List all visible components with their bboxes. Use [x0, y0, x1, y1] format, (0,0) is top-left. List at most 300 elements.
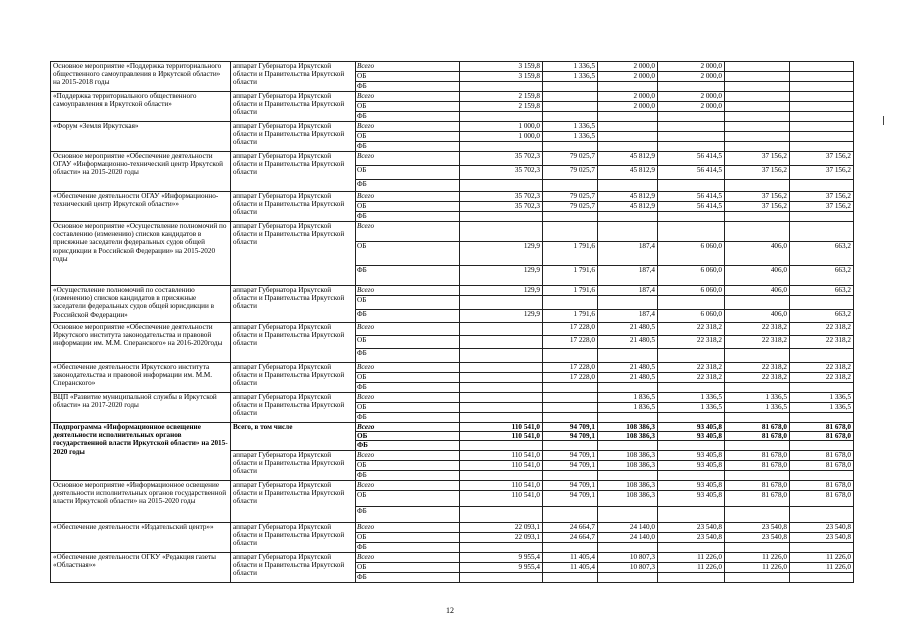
amount-cell: 6 060,0 — [658, 286, 725, 296]
amount-cell: 37 156,2 — [725, 166, 790, 180]
amount-cell: 81 678,0 — [725, 480, 790, 490]
activity-name: Основное мероприятие «Информационное освещение деятельности исполнительных органов государственной власти Иркутской области» на 2015-2020 годы — [51, 480, 231, 522]
amount-cell — [790, 542, 854, 552]
amount-cell: 108 386,3 — [598, 490, 658, 506]
funding-source: ФБ — [356, 441, 460, 450]
amount-cell: 129,9 — [460, 286, 543, 296]
table-body — [51, 62, 854, 583]
table-row — [51, 122, 854, 132]
funding-source: Всего — [356, 323, 460, 336]
amount-cell — [658, 132, 725, 142]
funding-source: ФБ — [356, 542, 460, 552]
amount-cell: 81 678,0 — [725, 423, 790, 432]
amount-cell — [543, 112, 598, 122]
funding-source: ОБ — [356, 432, 460, 441]
amount-cell: 22 318,2 — [658, 336, 725, 349]
amount-cell: 22 318,2 — [658, 363, 725, 373]
amount-cell — [658, 383, 725, 393]
amount-cell — [658, 542, 725, 552]
executor: аппарат Губернатора Иркутской области и Правительства Иркутской области — [231, 222, 356, 286]
amount-cell — [658, 413, 725, 423]
table-row — [51, 323, 854, 336]
amount-cell: 406,0 — [725, 266, 790, 286]
amount-cell: 24 140,0 — [598, 532, 658, 542]
funding-source: Всего — [356, 423, 460, 432]
funding-source: ОБ — [356, 460, 460, 470]
amount-cell: 35 702,3 — [460, 202, 543, 212]
amount-cell: 663,2 — [790, 242, 854, 266]
amount-cell — [790, 132, 854, 142]
amount-cell — [460, 296, 543, 310]
funding-source: Всего — [356, 363, 460, 373]
amount-cell — [598, 212, 658, 222]
amount-cell — [790, 413, 854, 423]
amount-cell — [460, 142, 543, 152]
amount-cell: 6 060,0 — [658, 266, 725, 286]
funding-source: ФБ — [356, 82, 460, 92]
amount-cell: 1 336,5 — [658, 393, 725, 403]
executor: аппарат Губернатора Иркутской области и Правительства Иркутской области — [231, 286, 356, 323]
executor: аппарат Губернатора Иркутской области и Правительства Иркутской области — [231, 522, 356, 552]
amount-cell: 2 000,0 — [598, 92, 658, 102]
funding-source: ФБ — [356, 310, 460, 323]
funding-source: ФБ — [356, 470, 460, 480]
amount-cell — [460, 82, 543, 92]
amount-cell: 93 405,8 — [658, 480, 725, 490]
amount-cell: 17 228,0 — [543, 336, 598, 349]
amount-cell: 2 000,0 — [598, 72, 658, 82]
amount-cell: 81 678,0 — [790, 432, 854, 441]
amount-cell: 79 025,7 — [543, 166, 598, 180]
amount-cell — [725, 112, 790, 122]
amount-cell: 23 540,8 — [658, 532, 725, 542]
amount-cell — [658, 470, 725, 480]
activity-name: «Обеспечение деятельности ОГКУ «Редакция газеты «Областная»» — [51, 552, 231, 582]
funding-source: Всего — [356, 286, 460, 296]
executor: аппарат Губернатора Иркутской области и Правительства Иркутской области — [231, 323, 356, 363]
funding-source: ОБ — [356, 132, 460, 142]
funding-source: Всего — [356, 450, 460, 460]
amount-cell: 81 678,0 — [790, 450, 854, 460]
amount-cell — [543, 572, 598, 582]
amount-cell: 45 812,9 — [598, 202, 658, 212]
amount-cell: 110 541,0 — [460, 480, 543, 490]
funding-source: ОБ — [356, 532, 460, 542]
table-row — [51, 363, 854, 373]
amount-cell — [543, 180, 598, 192]
amount-cell: 22 318,2 — [725, 373, 790, 383]
amount-cell — [460, 413, 543, 423]
activity-name: «Обеспечение деятельности ОГАУ «Информационно-технический центр Иркутской области»» — [51, 192, 231, 222]
activity-name: ВЦП «Развитие муниципальной службы в Иркутской области» на 2017-2020 годы — [51, 393, 231, 423]
amount-cell — [658, 572, 725, 582]
amount-cell: 1 336,5 — [790, 393, 854, 403]
amount-cell: 110 541,0 — [460, 423, 543, 432]
amount-cell: 94 709,1 — [543, 432, 598, 441]
amount-cell: 1 336,5 — [543, 72, 598, 82]
amount-cell: 1 336,5 — [543, 132, 598, 142]
amount-cell — [790, 92, 854, 102]
amount-cell: 81 678,0 — [725, 460, 790, 470]
amount-cell: 37 156,2 — [790, 152, 854, 166]
amount-cell: 663,2 — [790, 266, 854, 286]
amount-cell — [725, 62, 790, 72]
amount-cell — [598, 112, 658, 122]
funding-source: Всего — [356, 552, 460, 562]
funding-source: Всего — [356, 92, 460, 102]
amount-cell: 81 678,0 — [725, 432, 790, 441]
amount-cell: 1 336,5 — [658, 403, 725, 413]
amount-cell: 17 228,0 — [543, 363, 598, 373]
amount-cell — [598, 470, 658, 480]
executor: Всего, в том числе — [231, 423, 356, 451]
amount-cell: 187,4 — [598, 286, 658, 296]
amount-cell: 22 318,2 — [790, 363, 854, 373]
amount-cell: 81 678,0 — [790, 423, 854, 432]
amount-cell — [543, 92, 598, 102]
amount-cell — [543, 441, 598, 450]
activity-name: «Обеспечение деятельности Иркутского института законодательства и правовой информации им. М.М. Сперанского» — [51, 363, 231, 393]
amount-cell — [543, 222, 598, 242]
amount-cell: 35 702,3 — [460, 166, 543, 180]
amount-cell — [725, 441, 790, 450]
amount-cell — [460, 180, 543, 192]
funding-source: ОБ — [356, 202, 460, 212]
amount-cell: 37 156,2 — [725, 202, 790, 212]
executor: аппарат Губернатора Иркутской области и Правительства Иркутской области — [231, 480, 356, 522]
amount-cell: 93 405,8 — [658, 490, 725, 506]
amount-cell — [598, 349, 658, 363]
amount-cell — [725, 142, 790, 152]
amount-cell — [598, 542, 658, 552]
funding-source: ОБ — [356, 296, 460, 310]
amount-cell: 2 159,8 — [460, 102, 543, 112]
amount-cell: 110 541,0 — [460, 460, 543, 470]
amount-cell: 187,4 — [598, 266, 658, 286]
amount-cell: 108 386,3 — [598, 460, 658, 470]
budget-table — [50, 61, 854, 583]
amount-cell: 663,2 — [790, 286, 854, 296]
amount-cell — [790, 506, 854, 522]
amount-cell — [543, 82, 598, 92]
amount-cell: 2 000,0 — [598, 62, 658, 72]
amount-cell: 35 702,3 — [460, 192, 543, 202]
amount-cell: 108 386,3 — [598, 432, 658, 441]
amount-cell — [658, 296, 725, 310]
funding-source: Всего — [356, 62, 460, 72]
amount-cell — [460, 363, 543, 373]
amount-cell: 6 060,0 — [658, 242, 725, 266]
amount-cell: 94 709,1 — [543, 460, 598, 470]
amount-cell — [543, 102, 598, 112]
amount-cell — [725, 82, 790, 92]
amount-cell: 1 336,5 — [543, 62, 598, 72]
amount-cell: 56 414,5 — [658, 192, 725, 202]
amount-cell: 11 226,0 — [658, 552, 725, 562]
amount-cell: 45 812,9 — [598, 192, 658, 202]
amount-cell: 37 156,2 — [790, 166, 854, 180]
amount-cell: 21 480,5 — [598, 373, 658, 383]
funding-source: ФБ — [356, 413, 460, 423]
amount-cell — [658, 212, 725, 222]
amount-cell: 11 226,0 — [725, 552, 790, 562]
amount-cell — [598, 413, 658, 423]
activity-name: «Обеспечение деятельности «Издательский центр»» — [51, 522, 231, 552]
scan-artifact — [883, 116, 884, 125]
amount-cell: 22 318,2 — [790, 373, 854, 383]
table-row — [51, 222, 854, 242]
amount-cell — [725, 132, 790, 142]
amount-cell: 22 318,2 — [658, 323, 725, 336]
amount-cell: 17 228,0 — [543, 373, 598, 383]
amount-cell — [460, 222, 543, 242]
amount-cell — [725, 506, 790, 522]
amount-cell: 94 709,1 — [543, 423, 598, 432]
amount-cell: 110 541,0 — [460, 450, 543, 460]
amount-cell — [725, 542, 790, 552]
amount-cell: 11 226,0 — [658, 562, 725, 572]
amount-cell — [658, 180, 725, 192]
amount-cell — [790, 82, 854, 92]
amount-cell: 1 336,5 — [725, 403, 790, 413]
amount-cell: 1 791,6 — [543, 310, 598, 323]
amount-cell: 93 405,8 — [658, 423, 725, 432]
page-number: 12 — [446, 606, 454, 615]
executor: аппарат Губернатора Иркутской области и Правительства Иркутской области — [231, 122, 356, 152]
amount-cell: 11 226,0 — [790, 552, 854, 562]
table-row — [51, 423, 854, 432]
amount-cell: 129,9 — [460, 266, 543, 286]
funding-source: Всего — [356, 522, 460, 532]
amount-cell — [598, 142, 658, 152]
funding-source: Всего — [356, 222, 460, 242]
funding-source: ОБ — [356, 336, 460, 349]
amount-cell — [460, 506, 543, 522]
amount-cell — [543, 349, 598, 363]
amount-cell — [790, 349, 854, 363]
funding-source: ФБ — [356, 383, 460, 393]
amount-cell: 9 955,4 — [460, 552, 543, 562]
funding-source: ОБ — [356, 72, 460, 82]
amount-cell — [725, 470, 790, 480]
executor: аппарат Губернатора Иркутской области и Правительства Иркутской области — [231, 192, 356, 222]
funding-source: ФБ — [356, 506, 460, 522]
amount-cell — [790, 441, 854, 450]
amount-cell: 406,0 — [725, 242, 790, 266]
amount-cell: 187,4 — [598, 310, 658, 323]
amount-cell: 23 540,8 — [790, 532, 854, 542]
amount-cell: 35 702,3 — [460, 152, 543, 166]
amount-cell: 79 025,7 — [543, 192, 598, 202]
amount-cell — [790, 296, 854, 310]
amount-cell: 1 000,0 — [460, 132, 543, 142]
funding-source: ФБ — [356, 266, 460, 286]
table-row — [51, 552, 854, 562]
amount-cell — [725, 222, 790, 242]
amount-cell — [460, 542, 543, 552]
amount-cell: 1 336,5 — [790, 403, 854, 413]
amount-cell: 37 156,2 — [790, 192, 854, 202]
amount-cell — [460, 470, 543, 480]
amount-cell: 10 807,3 — [598, 562, 658, 572]
amount-cell — [460, 383, 543, 393]
amount-cell: 663,2 — [790, 310, 854, 323]
funding-source: ФБ — [356, 212, 460, 222]
amount-cell — [598, 122, 658, 132]
activity-name: Основное мероприятие «Осуществление полномочий по составлению (изменению) списков кандидатов в присяжные заседатели федеральных судов общей юрисдикции в Российской Федерации» на 2015-2020 годы — [51, 222, 231, 286]
funding-source: ОБ — [356, 373, 460, 383]
amount-cell: 1 836,5 — [598, 393, 658, 403]
amount-cell — [543, 470, 598, 480]
amount-cell: 108 386,3 — [598, 450, 658, 460]
amount-cell: 23 540,8 — [790, 522, 854, 532]
amount-cell — [460, 572, 543, 582]
amount-cell — [725, 212, 790, 222]
amount-cell: 11 405,4 — [543, 562, 598, 572]
funding-source: Всего — [356, 122, 460, 132]
executor: аппарат Губернатора Иркутской области и Правительства Иркутской области — [231, 393, 356, 423]
amount-cell — [790, 383, 854, 393]
amount-cell — [790, 142, 854, 152]
amount-cell — [790, 122, 854, 132]
amount-cell — [543, 413, 598, 423]
amount-cell — [543, 383, 598, 393]
amount-cell: 81 678,0 — [725, 490, 790, 506]
funding-source: ОБ — [356, 242, 460, 266]
amount-cell: 11 226,0 — [790, 562, 854, 572]
amount-cell: 10 807,3 — [598, 552, 658, 562]
amount-cell — [543, 212, 598, 222]
amount-cell: 108 386,3 — [598, 423, 658, 432]
amount-cell — [658, 506, 725, 522]
amount-cell: 21 480,5 — [598, 363, 658, 373]
amount-cell: 11 405,4 — [543, 552, 598, 562]
amount-cell: 24 664,7 — [543, 532, 598, 542]
amount-cell — [725, 180, 790, 192]
executor: аппарат Губернатора Иркутской области и Правительства Иркутской области — [231, 62, 356, 92]
amount-cell: 22 318,2 — [790, 323, 854, 336]
amount-cell: 2 000,0 — [658, 72, 725, 82]
amount-cell: 93 405,8 — [658, 460, 725, 470]
funding-source: ОБ — [356, 102, 460, 112]
amount-cell — [658, 222, 725, 242]
amount-cell — [598, 82, 658, 92]
amount-cell — [543, 506, 598, 522]
funding-source: ОБ — [356, 403, 460, 413]
amount-cell: 21 480,5 — [598, 336, 658, 349]
funding-source: ФБ — [356, 112, 460, 122]
amount-cell — [725, 72, 790, 82]
amount-cell — [790, 112, 854, 122]
amount-cell: 11 226,0 — [725, 562, 790, 572]
amount-cell: 94 709,1 — [543, 450, 598, 460]
amount-cell: 1 791,6 — [543, 266, 598, 286]
amount-cell — [543, 296, 598, 310]
amount-cell: 22 093,1 — [460, 532, 543, 542]
amount-cell: 406,0 — [725, 286, 790, 296]
amount-cell: 22 093,1 — [460, 522, 543, 532]
amount-cell — [790, 212, 854, 222]
amount-cell — [725, 349, 790, 363]
amount-cell — [543, 142, 598, 152]
amount-cell: 129,9 — [460, 310, 543, 323]
amount-cell — [598, 132, 658, 142]
amount-cell — [598, 441, 658, 450]
amount-cell: 22 318,2 — [725, 336, 790, 349]
activity-name: Основное мероприятие «Обеспечение деятельности Иркутского института законодательства и правовой информации им. М.М. Сперанского» на 2016-2020годы — [51, 323, 231, 363]
amount-cell: 6 060,0 — [658, 310, 725, 323]
amount-cell — [725, 102, 790, 112]
amount-cell: 45 812,9 — [598, 166, 658, 180]
amount-cell: 9 955,4 — [460, 562, 543, 572]
amount-cell: 24 664,7 — [543, 522, 598, 532]
amount-cell — [460, 441, 543, 450]
amount-cell — [460, 373, 543, 383]
amount-cell — [598, 506, 658, 522]
amount-cell: 406,0 — [725, 310, 790, 323]
amount-cell — [658, 82, 725, 92]
amount-cell: 93 405,8 — [658, 432, 725, 441]
activity-name: «Форум «Земля Иркутская» — [51, 122, 231, 152]
amount-cell: 1 336,5 — [725, 393, 790, 403]
amount-cell: 94 709,1 — [543, 480, 598, 490]
amount-cell — [658, 142, 725, 152]
executor: аппарат Губернатора Иркутской области и Правительства Иркутской области — [231, 450, 356, 480]
table-row — [51, 522, 854, 532]
funding-source: ОБ — [356, 490, 460, 506]
table-row — [51, 92, 854, 102]
funding-source: Всего — [356, 192, 460, 202]
amount-cell: 37 156,2 — [725, 152, 790, 166]
amount-cell — [543, 542, 598, 552]
amount-cell — [725, 413, 790, 423]
amount-cell — [790, 180, 854, 192]
amount-cell: 1 000,0 — [460, 122, 543, 132]
amount-cell: 2 000,0 — [658, 62, 725, 72]
amount-cell — [790, 572, 854, 582]
amount-cell — [725, 296, 790, 310]
amount-cell: 22 318,2 — [725, 323, 790, 336]
amount-cell: 187,4 — [598, 242, 658, 266]
amount-cell: 37 156,2 — [725, 192, 790, 202]
executor: аппарат Губернатора Иркутской области и Правительства Иркутской области — [231, 92, 356, 122]
amount-cell: 81 678,0 — [790, 460, 854, 470]
amount-cell — [725, 572, 790, 582]
executor: аппарат Губернатора Иркутской области и Правительства Иркутской области — [231, 363, 356, 393]
activity-name: Основное мероприятие «Поддержка территориального общественного самоуправления в Иркутской области» на 2015-2018 годы — [51, 62, 231, 92]
amount-cell — [460, 393, 543, 403]
amount-cell: 3 159,8 — [460, 62, 543, 72]
amount-cell — [460, 349, 543, 363]
funding-source: ФБ — [356, 572, 460, 582]
amount-cell: 56 414,5 — [658, 202, 725, 212]
amount-cell — [598, 383, 658, 393]
amount-cell: 2 000,0 — [658, 92, 725, 102]
amount-cell — [725, 122, 790, 132]
amount-cell: 17 228,0 — [543, 323, 598, 336]
amount-cell — [598, 296, 658, 310]
amount-cell — [598, 572, 658, 582]
amount-cell — [460, 112, 543, 122]
amount-cell: 1 791,6 — [543, 242, 598, 266]
activity-name: «Поддержка территориального общественного самоуправления в Иркутской области» — [51, 92, 231, 122]
funding-source: ФБ — [356, 349, 460, 363]
amount-cell: 3 159,8 — [460, 72, 543, 82]
table-row — [51, 152, 854, 166]
amount-cell — [725, 92, 790, 102]
amount-cell — [790, 470, 854, 480]
amount-cell: 24 140,0 — [598, 522, 658, 532]
